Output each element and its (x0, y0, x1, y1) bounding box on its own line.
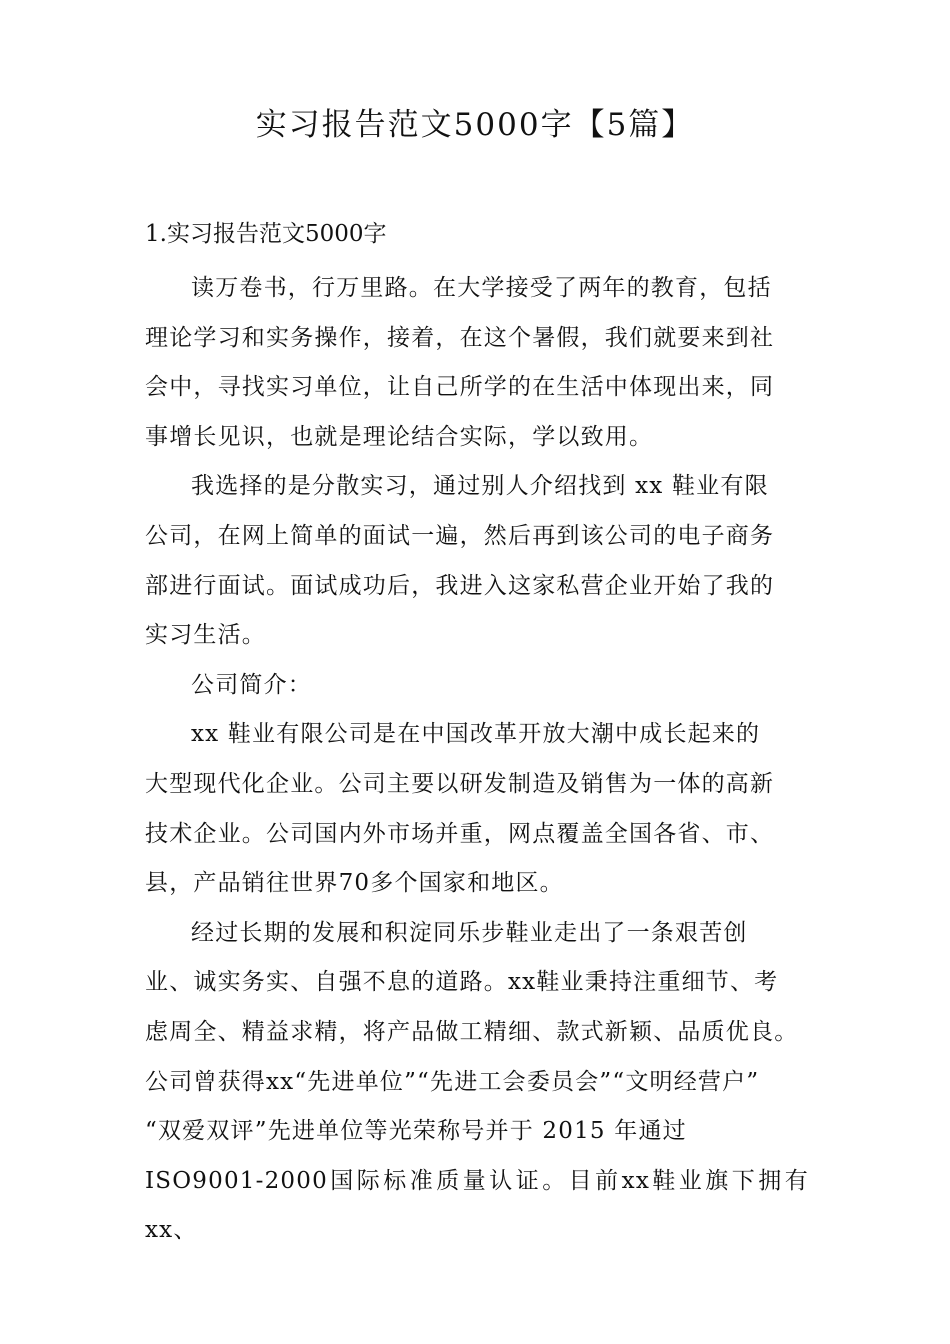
section-heading: 1.实习报告范文5000字 (145, 221, 387, 247)
document-body (145, 264, 809, 1256)
document-title: 实习报告范文5000字【5篇】 (255, 107, 695, 143)
paragraph-company-intro-heading: 公司简介： (191, 671, 312, 698)
paragraph-company-profile: xx 鞋业有限公司是在中国改革开放大潮中成长起来的 大型现代化企业。公司主要以研发制造及销售为一体的高新 技术企业。公司国内外市场并重，网点覆盖全国各省、市、 县，产品销往世界70多个国家和地区。 (145, 721, 775, 897)
paragraph-intro: 读万卷书，行万里路。在大学接受了两年的教育，包括 理论学习和实务操作，接着，在这个暑假，我们就要来到社 会中，寻找实习单位，让自己所学的在生活中体现出来，同 事增长见识，也就是理论结合实际，学以致用。 (145, 275, 775, 450)
paragraph-internship-choice: 我选择的是分散实习，通过别人介绍找到 xx 鞋业有限 公司，在网上简单的面试一遍，然后再到该公司的电子商务 部进行面试。面试成功后，我进入这家私营企业开始了我的 实习生活。 (145, 473, 775, 649)
paragraph-company-development: 经过长期的发展和积淀同乐步鞋业走出了一条艰苦创 业、诚实务实、自强不息的道路。xx鞋业秉持注重细节、考 虑周全、精益求精，将产品做工精细、款式新颖、品质优良。 公司曾获得xx“先进单位”“先进工会委员会”“文明经营户” “双爱双评”先进单位等光荣称号并于 2015 年通过 ISO9001-2000国际标准质量认证。目前xx鞋业旗下拥有xx、 (145, 919, 809, 1244)
